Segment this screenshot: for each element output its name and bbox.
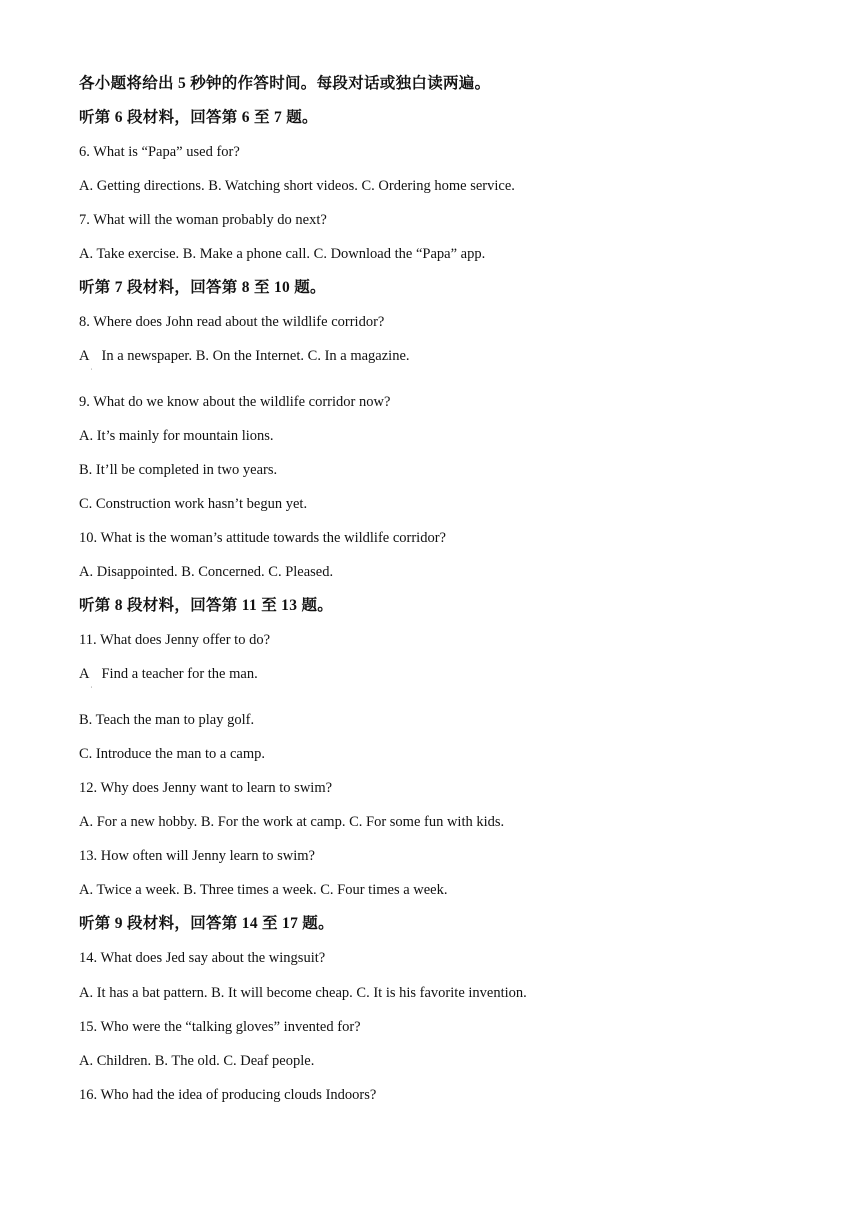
- option-text: In a newspaper. B. On the Internet. C. In a magazine.: [101, 348, 410, 364]
- answer-options: A. Children. B. The old. C. Deaf people.: [79, 1053, 315, 1069]
- question-text: 15. Who were the “talking gloves” invented for?: [79, 1019, 361, 1035]
- section-heading: 各小题将给出 5 秒钟的作答时间。每段对话或独白读两遍。: [79, 75, 491, 92]
- option-letter: A: [79, 348, 90, 364]
- question-text: 11. What does Jenny offer to do?: [79, 632, 271, 648]
- answer-options: A. For a new hobby. B. For the work at camp. C. For some fun with kids.: [79, 814, 505, 830]
- answer-options: A. Twice a week. B. Three times a week. C. Four times a week.: [79, 882, 448, 898]
- answer-options: [79, 664, 258, 684]
- answer-options: [79, 346, 410, 366]
- question-text: 6. What is “Papa” used for?: [79, 144, 240, 160]
- section-heading: 听第 7 段材料，回答第 8 至 10 题。: [79, 279, 326, 296]
- print-mark: ˙: [90, 367, 93, 376]
- option-text: Find a teacher for the man.: [101, 666, 258, 682]
- answer-options: A. It has a bat pattern. B. It will become cheap. C. It is his favorite invention.: [79, 985, 527, 1001]
- option-letter: A: [79, 666, 90, 682]
- answer-options: A. Getting directions. B. Watching short videos. C. Ordering home service.: [79, 178, 515, 194]
- question-text: 12. Why does Jenny want to learn to swim?: [79, 780, 333, 796]
- question-text: 7. What will the woman probably do next?: [79, 212, 327, 228]
- answer-options: C. Introduce the man to a camp.: [79, 746, 266, 762]
- question-text: 9. What do we know about the wildlife corridor now?: [79, 394, 391, 410]
- question-text: 16. Who had the idea of producing clouds Indoors?: [79, 1087, 377, 1103]
- answer-options: A. Take exercise. B. Make a phone call. C. Download the “Papa” app.: [79, 246, 486, 262]
- print-mark: ˙: [90, 685, 93, 694]
- question-text: 14. What does Jed say about the wingsuit?: [79, 950, 326, 966]
- question-text: 10. What is the woman’s attitude towards the wildlife corridor?: [79, 530, 446, 546]
- question-text: 13. How often will Jenny learn to swim?: [79, 848, 315, 864]
- answer-options: B. Teach the man to play golf.: [79, 712, 255, 728]
- answer-options: A. It’s mainly for mountain lions.: [79, 428, 274, 444]
- answer-options: C. Construction work hasn’t begun yet.: [79, 496, 308, 512]
- answer-options: A. Disappointed. B. Concerned. C. Pleased.: [79, 564, 334, 580]
- section-heading: 听第 8 段材料，回答第 11 至 13 题。: [79, 597, 334, 614]
- section-heading: 听第 9 段材料，回答第 14 至 17 题。: [79, 915, 334, 932]
- section-heading: 听第 6 段材料，回答第 6 至 7 题。: [79, 109, 318, 126]
- question-text: 8. Where does John read about the wildlife corridor?: [79, 314, 385, 330]
- answer-options: B. It’ll be completed in two years.: [79, 462, 278, 478]
